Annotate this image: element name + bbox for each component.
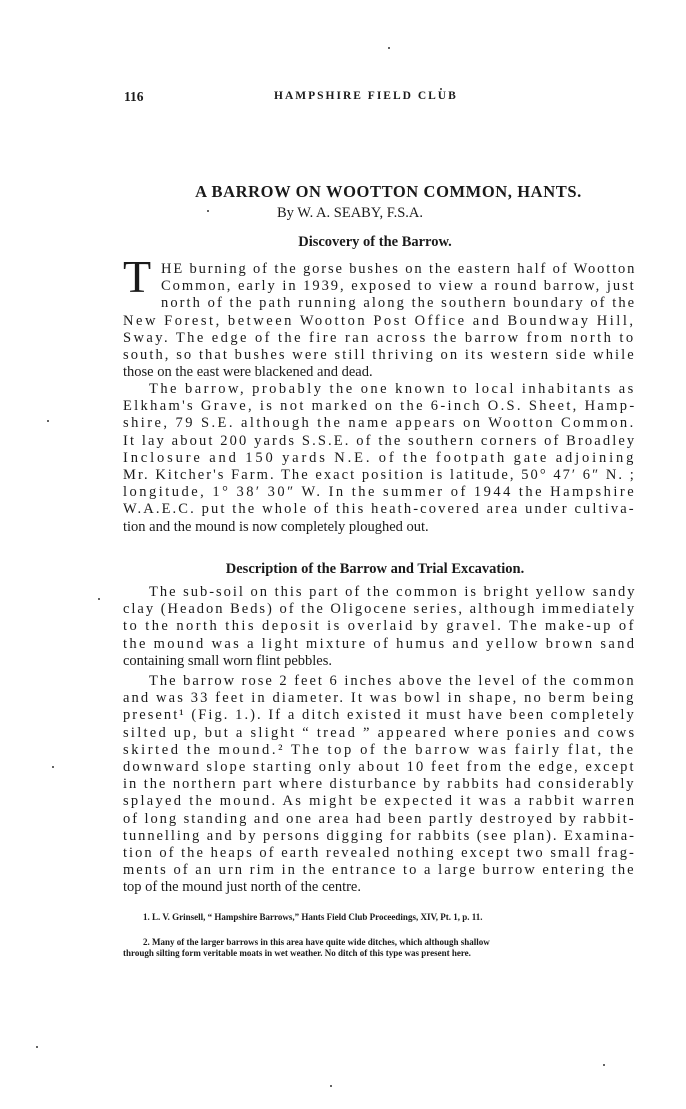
text-line: clay (Headon Beds) of the Oligocene series, although immediately (123, 601, 637, 618)
text-line: silted up, but a slight “ tread ” appeared where ponies and cows (123, 724, 637, 741)
scan-speck (603, 1064, 605, 1066)
journal-title: HAMPSHIRE FIELD CLUB (274, 90, 458, 102)
text-line: Elkham's Grave, is not marked on the 6-inch O.S. Sheet, Hamp- (123, 398, 637, 415)
text-line: The barrow rose 2 feet 6 inches above the level of the common (149, 673, 636, 689)
text-line: in the northern part where disturbance by rabbits had considerably (123, 776, 636, 793)
text-line: The barrow, probably the one known to local inhabitants as (149, 381, 636, 397)
text-line: those on the east were blackened and dead. (123, 364, 373, 381)
scan-speck (52, 766, 54, 768)
scan-speck (330, 1085, 332, 1087)
scan-speck (440, 88, 442, 90)
text-line: It lay about 200 yards S.S.E. of the southern corners of Broadley (123, 432, 637, 449)
text-line: south, so that bushes were still thriving on its western side while (123, 347, 636, 363)
text-line: splayed the mound. As might be expected it was a rabbit warren (123, 793, 637, 810)
text-line: downward slope starting only about 10 feet from the edge, except (123, 759, 636, 775)
scan-speck (98, 598, 100, 600)
text-line: Common, early in 1939, exposed to view a round barrow, just (161, 278, 636, 295)
text-line: ments of an urn rim in the entrance to a large burrow entering the (123, 862, 636, 879)
scan-speck (207, 210, 209, 212)
text-line: shire, 79 S.E. although the name appears on Wootton Common. (123, 415, 636, 432)
text-line: of long standing and one area had been partly destroyed by rabbit- (123, 810, 636, 827)
section-heading-discovery: Discovery of the Barrow. (298, 234, 452, 250)
text-line: W.A.E.C. put the whole of this heath-covered area under cultiva- (123, 501, 636, 518)
article-title: A BARROW ON WOOTTON COMMON, HANTS. (195, 182, 582, 201)
text-line: containing small worn flint pebbles. (123, 652, 333, 669)
text-line: Mr. Kitcher's Farm. The exact position is latitude, 50° 47′ 6″ N. ; (123, 467, 636, 483)
scan-speck (36, 1046, 38, 1048)
text-line: skirted the mound.² The top of the barrow was fairly flat, the (123, 741, 636, 758)
text-line: tion of the heaps of earth revealed nothing except two small frag- (123, 845, 636, 861)
text-line: New Forest, between Wootton Post Office and Boundway Hill, (123, 312, 636, 329)
text-line: top of the mound just north of the centre. (123, 879, 361, 896)
section-heading-description: Description of the Barrow and Trial Excavation. (225, 561, 525, 577)
text-line: longitude, 1° 38′ 30″ W. In the summer of 1944 the Hampshire (123, 484, 637, 501)
text-line: The sub-soil on this part of the common is bright yellow sandy (149, 584, 637, 600)
scan-speck (388, 47, 390, 49)
text-line: present¹ (Fig. 1.). If a ditch existed it must have been completely (123, 707, 636, 724)
text-line: north of the path running along the southern boundary of the (161, 295, 637, 312)
drop-cap: T (123, 251, 152, 302)
text-line: the mound was a light mixture of humus and yellow brown sand (123, 635, 637, 652)
text-line: tunnelling and by persons digging for rabbits (see plan). Examina- (123, 827, 636, 844)
footnote: through silting form veritable moats in wet weather. No ditch of this type was present here. (123, 948, 471, 958)
text-line: Sway. The edge of the fire ran across the barrow from north to (123, 329, 636, 346)
scan-speck (47, 420, 49, 422)
byline: By W. A. SEABY, F.S.A. (276, 205, 424, 221)
text-line: and was 33 feet in diameter. It was bowl in shape, no berm being (123, 690, 636, 707)
text-line: HE burning of the gorse bushes on the eastern half of Wootton (161, 261, 637, 277)
running-head (124, 89, 556, 109)
footnote: 1. L. V. Grinsell, “ Hampshire Barrows,” Hants Field Club Proceedings, XIV, Pt. 1, p. 11. (143, 912, 483, 922)
page-number: 116 (124, 89, 144, 104)
footnote: 2. Many of the larger barrows in this area have quite wide ditches, which although shallow (143, 937, 490, 947)
text-line: to the north this deposit is overlaid by gravel. The make-up of (123, 618, 636, 635)
text-line: tion and the mound is now completely ploughed out. (123, 518, 429, 535)
text-line: Inclosure and 150 yards N.E. of the footpath gate adjoining (123, 449, 637, 466)
